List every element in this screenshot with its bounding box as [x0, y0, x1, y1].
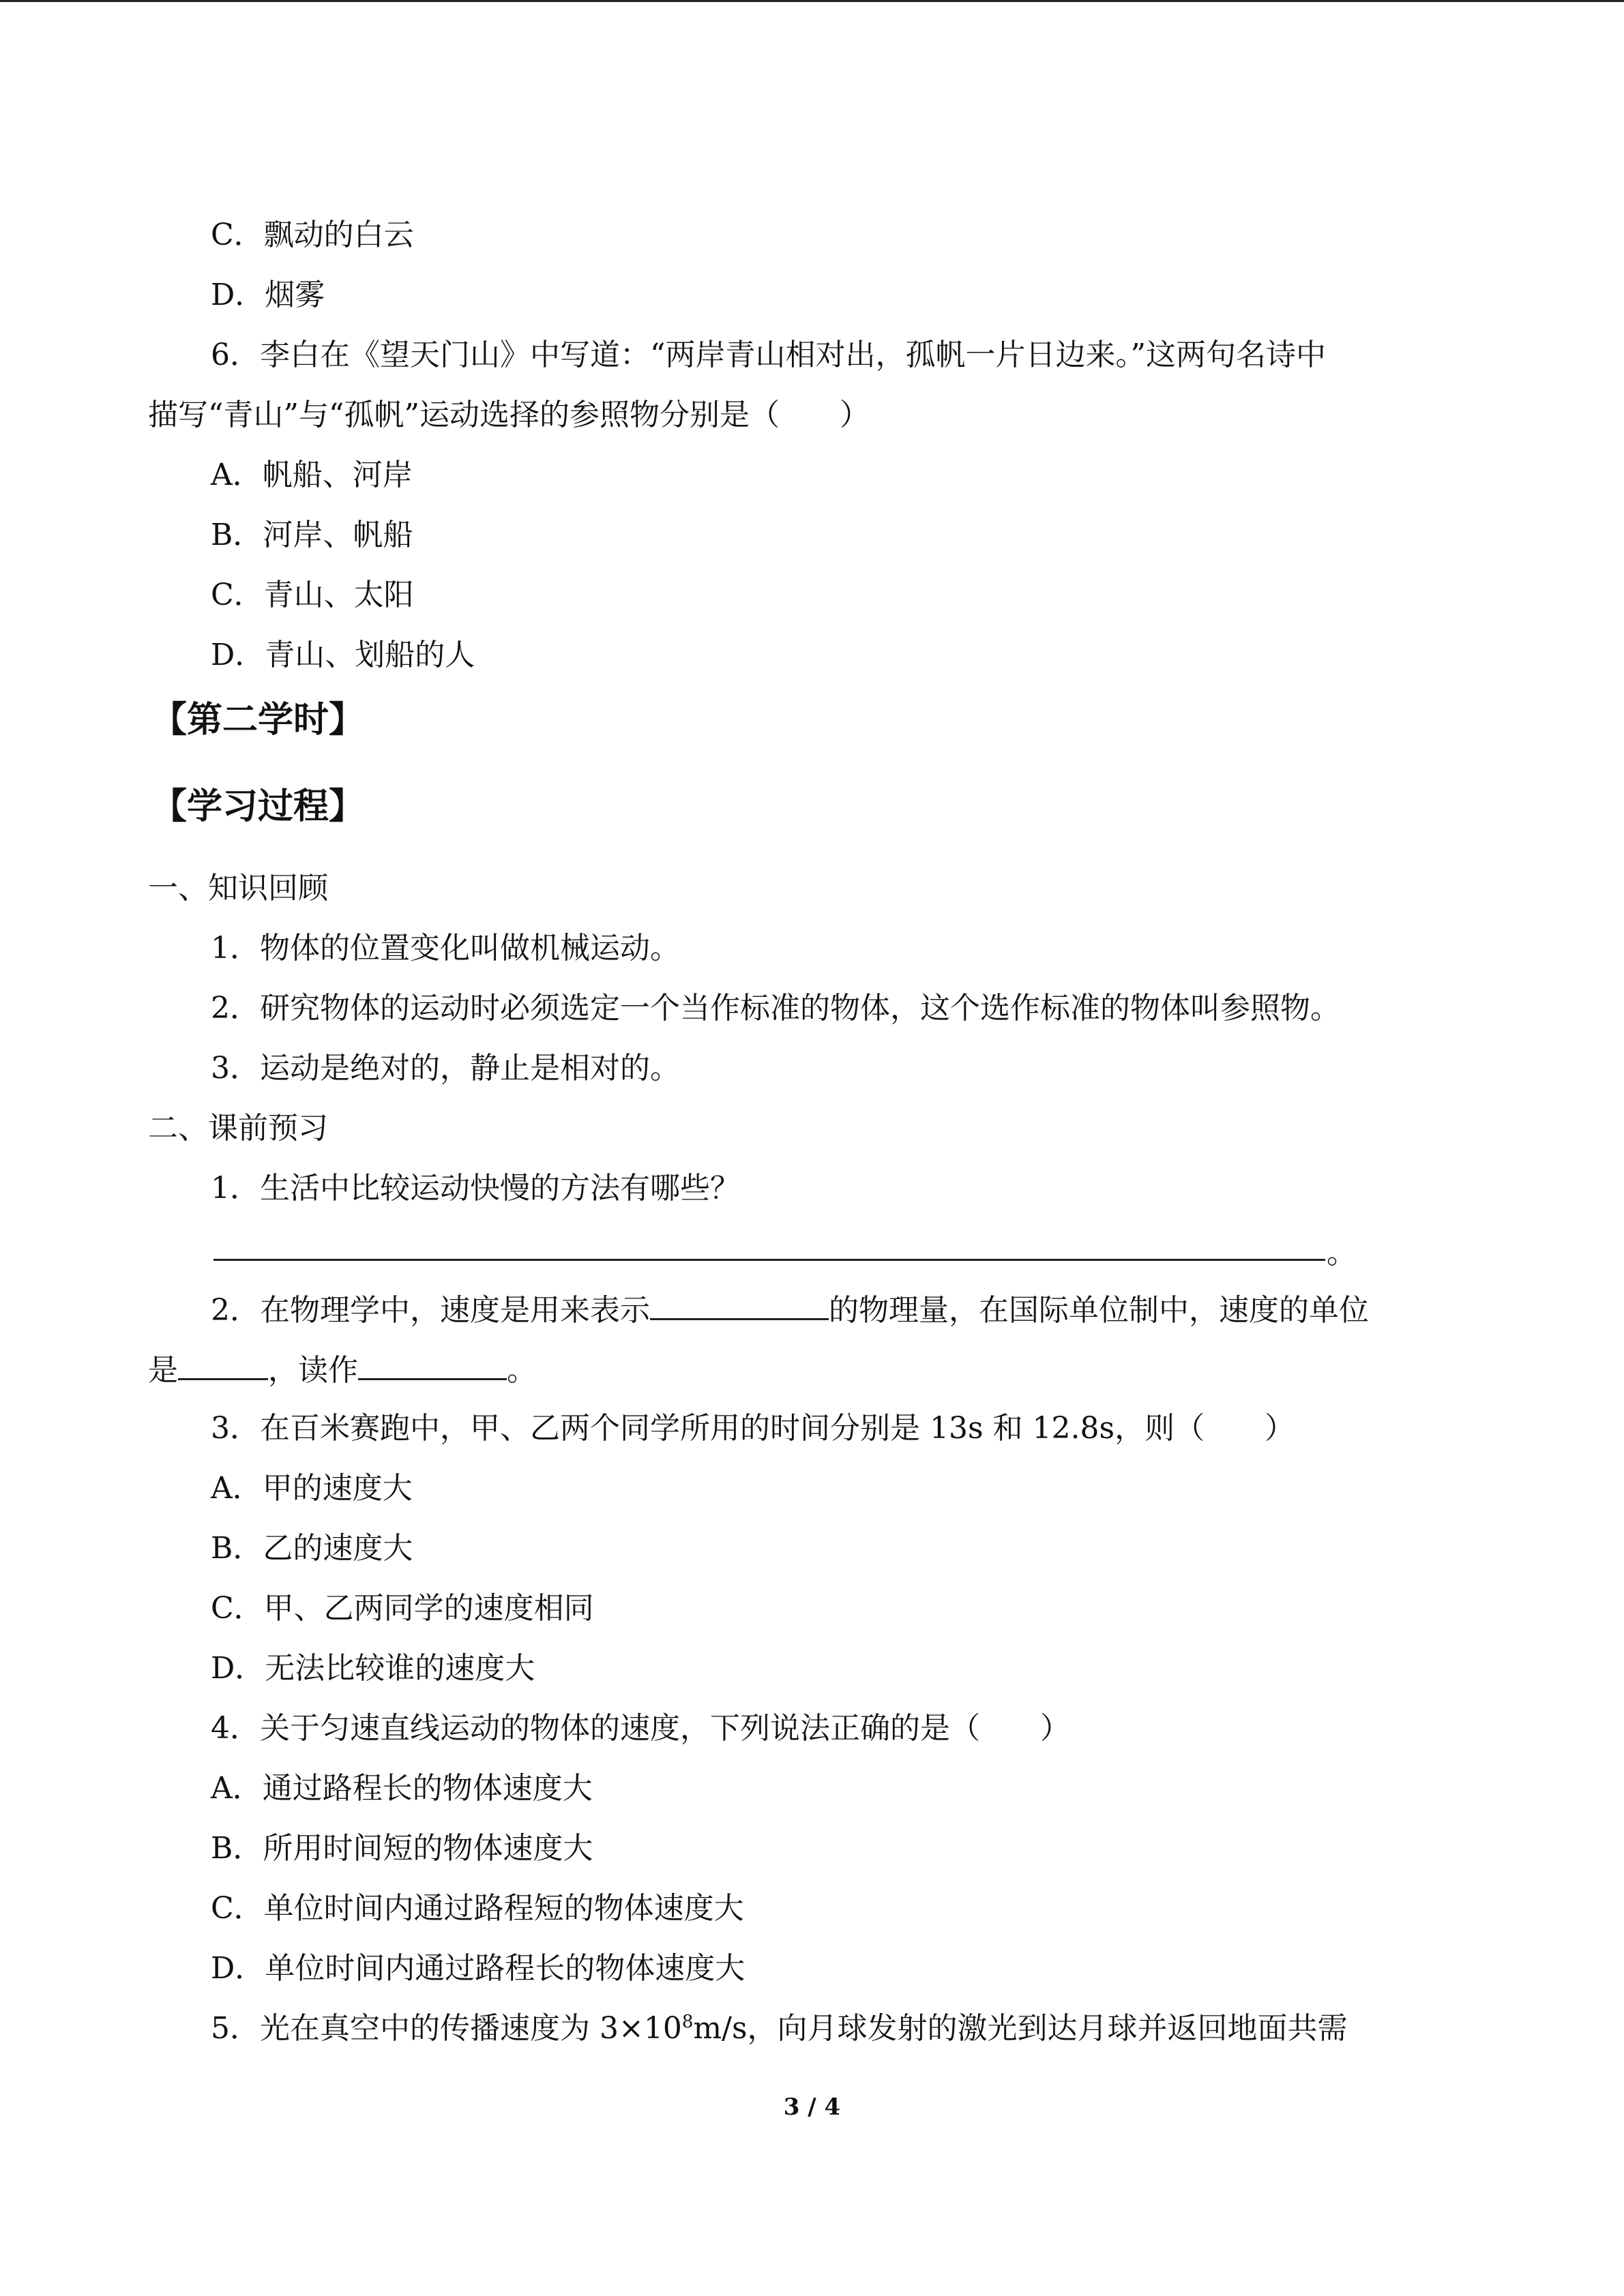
preview-question-4: 4．关于匀速直线运动的物体的速度，下列说法正确的是（ ）	[211, 1711, 1070, 1746]
q5-text-1: 5．光在真空中的传播速度为 3×10	[211, 2011, 682, 2046]
option-c-prev: C．飘动的白云	[211, 218, 414, 252]
question-6-option-a: A．帆船、河岸	[211, 458, 413, 492]
preview-question-2-line1	[211, 1288, 1369, 1331]
heading-learning-process: 【学习过程】	[151, 786, 365, 827]
q4-option-b: B．所用时间短的物体速度大	[211, 1831, 593, 1866]
q2-text-4: ，读作	[268, 1353, 358, 1388]
q2-blank-3	[358, 1348, 507, 1380]
preview-question-1: 1．生活中比较运动快慢的方法有哪些？	[211, 1171, 740, 1206]
q2-text-2: 的物理量，在国际单位制中，速度的单位	[829, 1293, 1369, 1328]
q2-blank-2	[178, 1348, 268, 1380]
q2-text-5: 。	[507, 1353, 537, 1388]
question-6-line1: 6．李白在《望天门山》中写道：“两岸青山相对出，孤帆一片日边来。”这两句名诗中	[211, 338, 1326, 372]
preview-question-5	[211, 2008, 1348, 2049]
q2-text-3: 是	[148, 1353, 178, 1388]
heading-second-session: 【第二学时】	[151, 700, 365, 741]
preview-question-3: 3．在百米赛跑中，甲、乙两个同学所用的时间分别是 13s 和 12.8s，则（ ）	[211, 1411, 1295, 1446]
review-item-2: 2．研究物体的运动时必须选定一个当作标准的物体，这个选作标准的物体叫参照物。	[211, 991, 1340, 1026]
q3-option-b: B．乙的速度大	[211, 1531, 413, 1566]
section-1-title: 一、知识回顾	[148, 871, 328, 906]
page-top-border	[0, 0, 1624, 2]
q4-option-a: A．通过路程长的物体速度大	[211, 1771, 593, 1806]
q2-blank-1	[650, 1288, 829, 1320]
q3-option-d: D．无法比较谁的速度大	[211, 1651, 535, 1686]
answer-blank-line	[213, 1259, 1325, 1261]
q5-exponent: 8	[681, 2012, 694, 2032]
review-item-1: 1．物体的位置变化叫做机械运动。	[211, 931, 680, 966]
q4-option-c: C．单位时间内通过路程短的物体速度大	[211, 1891, 744, 1926]
question-6-line2: 描写“青山”与“孤帆”运动选择的参照物分别是（ ）	[148, 398, 870, 432]
preview-question-2-line2	[148, 1348, 537, 1391]
page-number: 3 / 4	[783, 2093, 841, 2121]
q5-text-2: m/s，向月球发射的激光到达月球并返回地面共需	[693, 2011, 1348, 2046]
q2-text-1: 2．在物理学中，速度是用来表示	[211, 1293, 650, 1328]
question-6-option-c: C．青山、太阳	[211, 578, 414, 612]
question-6-option-d: D．青山、划船的人	[211, 638, 475, 672]
q4-option-d: D．单位时间内通过路程长的物体速度大	[211, 1951, 745, 1986]
answer-line-period: 。	[1327, 1236, 1357, 1270]
question-6-option-b: B．河岸、帆船	[211, 518, 413, 552]
section-2-title: 二、课前预习	[148, 1111, 328, 1146]
q3-option-a: A．甲的速度大	[211, 1471, 413, 1506]
review-item-3: 3．运动是绝对的，静止是相对的。	[211, 1051, 680, 1086]
q3-option-c: C．甲、乙两同学的速度相同	[211, 1591, 594, 1626]
option-d-prev: D．烟雾	[211, 278, 325, 312]
